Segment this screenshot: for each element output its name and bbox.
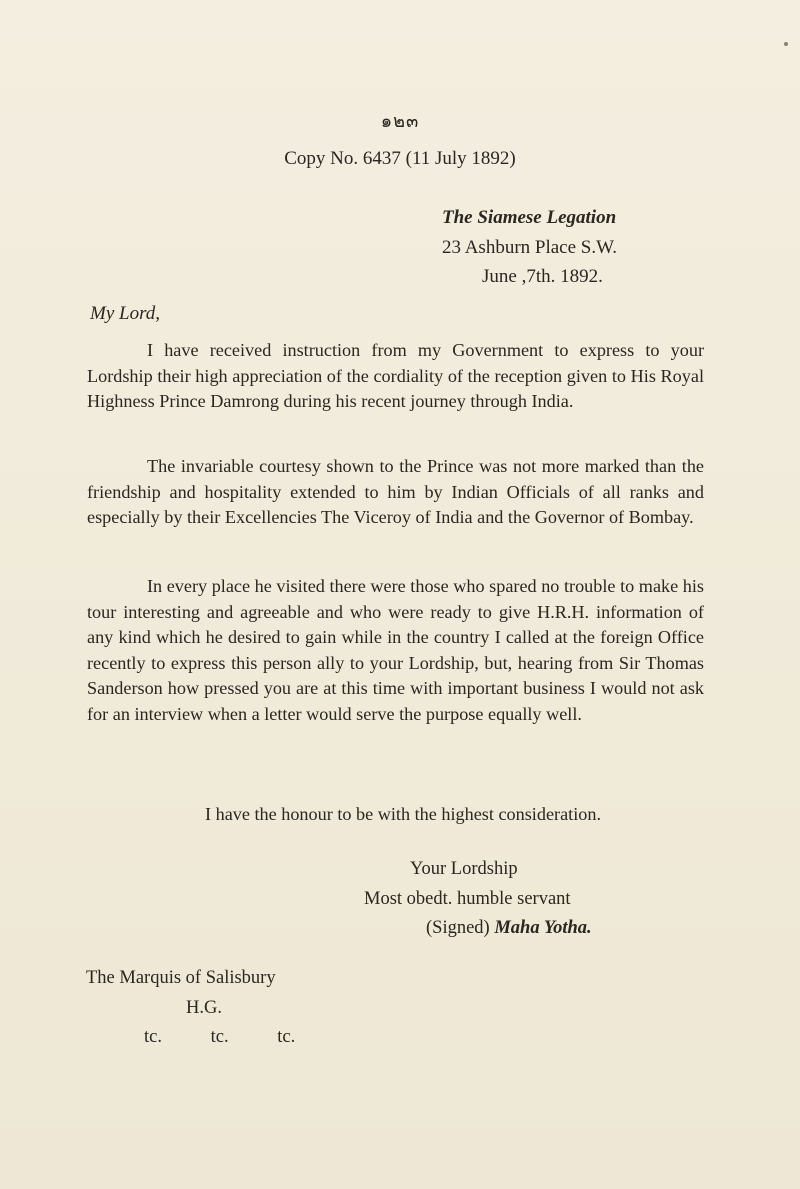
addressee-etc	[86, 1023, 339, 1053]
addressee-title: H.G.	[186, 997, 222, 1018]
sender-address-block	[442, 203, 617, 292]
body-paragraph: I have received instruction from my Government to express to your Lordship their high appreciation of the cordiality of the reception given to His Royal Highness Prince Damrong during his recent journey through India.	[87, 340, 704, 411]
etc-item: tc.	[210, 1027, 229, 1047]
body-paragraph: The invariable courtesy shown to the Prince was not more marked than the friendship and hospitality extended to him by Indian Officials of all ranks and especially by their Excellencies The Viceroy of India and the Governor of Bombay.	[87, 456, 704, 527]
body-paragraph: In every place he visited there were those who spared no trouble to make his tour interesting and agreeable and who were ready to give H.R.H. information of any kind which he desired to gain while in the country I called at the foreign Office recently to express this person ally to your Lordship, but, hearing from Sir Thomas Sanderson how pressed you are at this time with important business I would not ask for an interview when a letter would serve the purpose equally well.	[87, 576, 704, 724]
signed-label: (Signed)	[426, 918, 490, 938]
sender-legation: The Siamese Legation	[442, 207, 617, 228]
salutation: My Lord,	[90, 303, 161, 324]
closing-line: I have the honour to be with the highest consideration.	[205, 804, 601, 824]
signature-line-2: Most obedt. humble servant	[364, 888, 571, 909]
signature-line-1: Your Lordship	[410, 859, 518, 879]
page-number: ๑๒๓	[380, 111, 420, 131]
signature-block	[364, 855, 592, 944]
addressee-block	[86, 964, 339, 1053]
addressee-name: The Marquis of Salisbury	[86, 968, 276, 988]
letter-date: June ,7th. 1892.	[482, 266, 603, 287]
signatory-name: Maha Yotha.	[494, 918, 592, 938]
sender-address: 23 Ashburn Place S.W.	[442, 236, 618, 258]
copy-reference: Copy No. 6437 (11 July 1892)	[284, 148, 516, 169]
etc-item: tc.	[277, 1027, 296, 1047]
etc-item: tc.	[144, 1027, 162, 1047]
speck-mark	[784, 42, 788, 46]
signature-line-3	[364, 914, 592, 944]
